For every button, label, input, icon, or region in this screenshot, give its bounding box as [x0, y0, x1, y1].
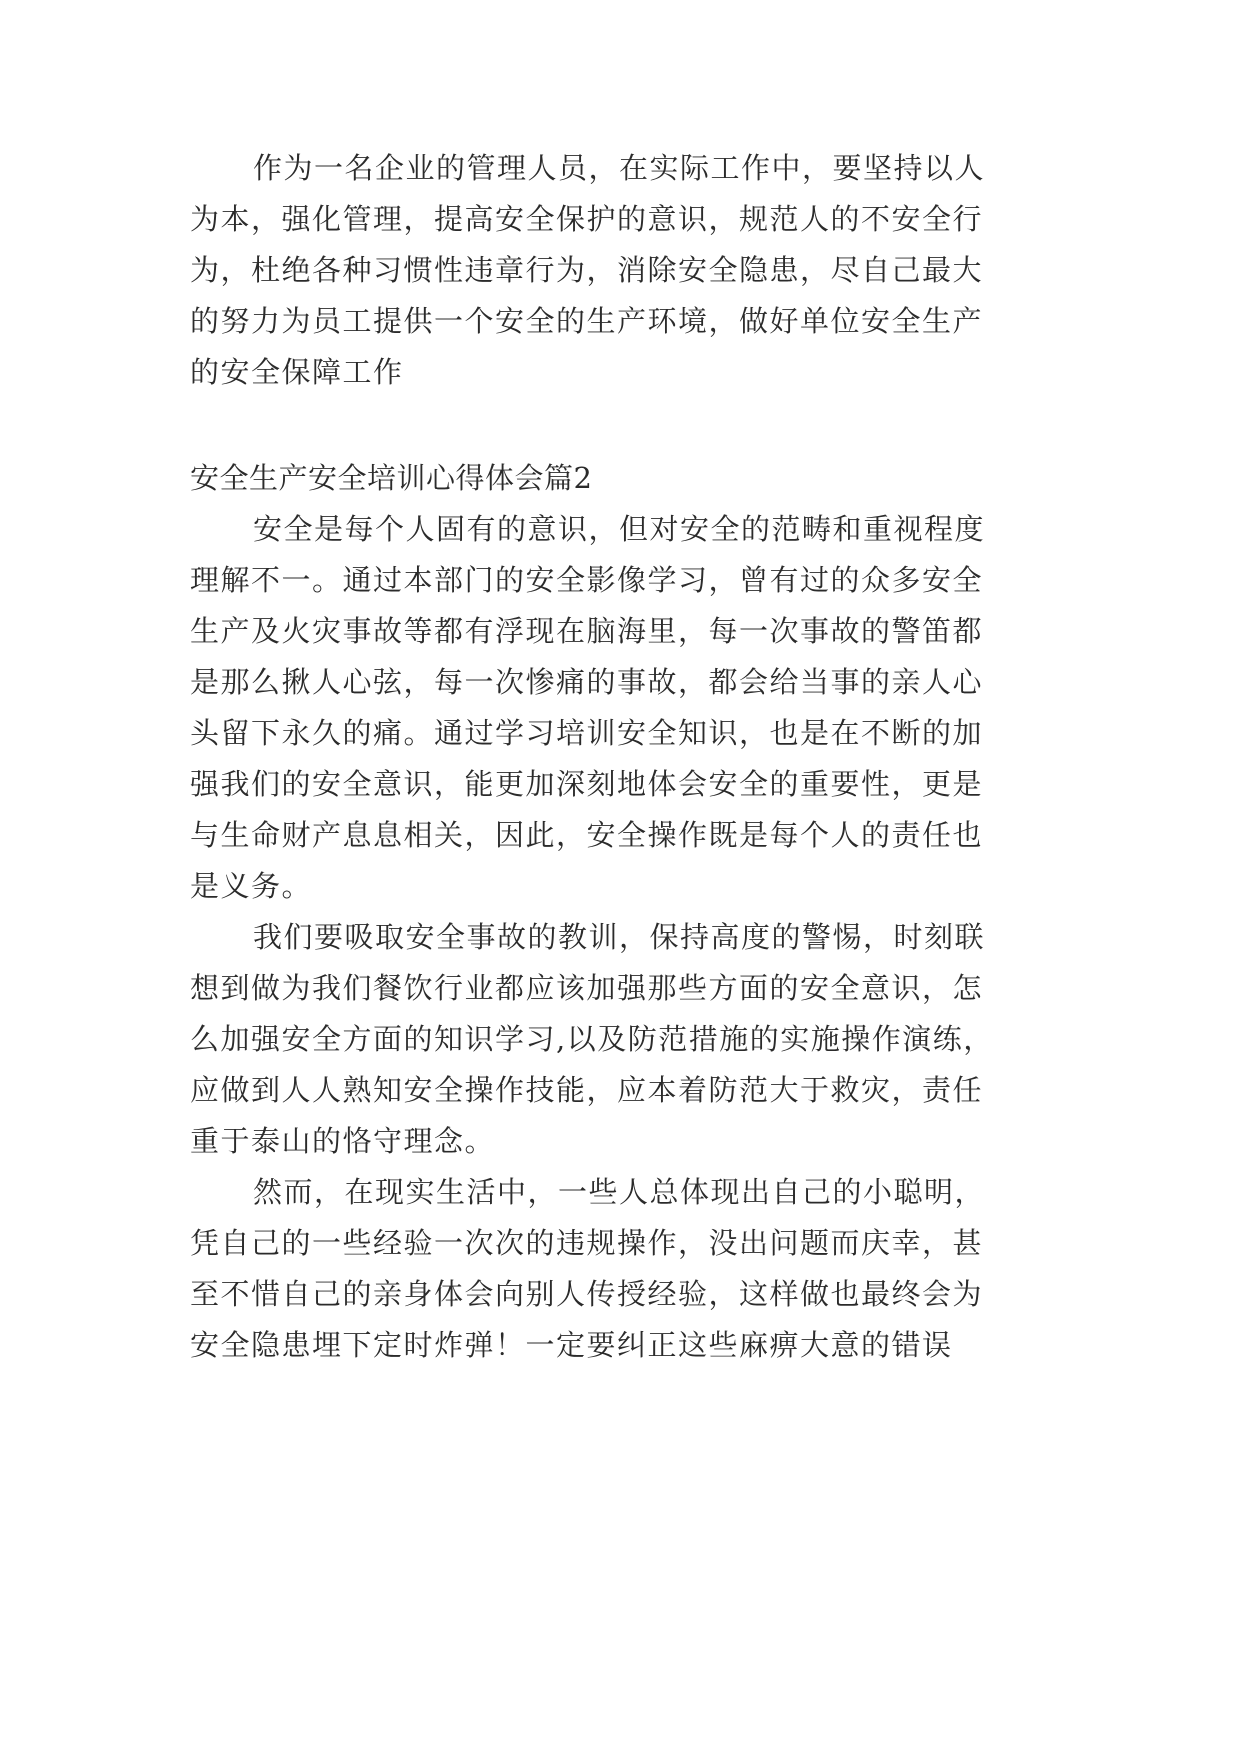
- section-heading: 安全生产安全培训心得体会篇2: [190, 461, 593, 495]
- paragraph-line: 应做到人人熟知安全操作技能，应本着防范大于救灾，责任: [190, 1073, 984, 1107]
- paragraph-line: 的努力为员工提供一个安全的生产环境，做好单位安全生产: [190, 304, 984, 338]
- paragraph-line: 然而，在现实生活中，一些人总体现出自己的小聪明，: [253, 1175, 986, 1209]
- paragraph-line: 是义务。: [190, 869, 313, 903]
- paragraph-line: 为，杜绝各种习惯性违章行为，消除安全隐患，尽自己最大: [190, 253, 984, 287]
- paragraph-line: 的安全保障工作: [190, 355, 404, 389]
- paragraph-line: 至不惜自己的亲身体会向别人传授经验，这样做也最终会为: [190, 1277, 984, 1311]
- paragraph-line: 想到做为我们餐饮行业都应该加强那些方面的安全意识，怎: [190, 971, 984, 1005]
- paragraph-line: 么加强安全方面的知识学习,以及防范措施的实施操作演练，: [190, 1022, 994, 1056]
- paragraph-line: 是那么揪人心弦，每一次惨痛的事故，都会给当事的亲人心: [190, 665, 984, 699]
- paragraph-line: 安全是每个人固有的意识，但对安全的范畴和重视程度: [253, 512, 986, 546]
- paragraph-line: 重于泰山的恪守理念。: [190, 1124, 496, 1158]
- paragraph-line: 头留下永久的痛。通过学习培训安全知识，也是在不断的加: [190, 716, 984, 750]
- paragraph-line: 为本，强化管理，提高安全保护的意识，规范人的不安全行: [190, 202, 984, 236]
- paragraph-line: 作为一名企业的管理人员，在实际工作中，要坚持以人: [253, 151, 986, 185]
- paragraph-line: 凭自己的一些经验一次次的违规操作，没出问题而庆幸，甚: [190, 1226, 984, 1260]
- paragraph-line: 我们要吸取安全事故的教训，保持高度的警惕，时刻联: [253, 920, 986, 954]
- paragraph-line: 安全隐患埋下定时炸弹！一定要纠正这些麻痹大意的错误: [190, 1328, 953, 1362]
- paragraph-line: 生产及火灾事故等都有浮现在脑海里，每一次事故的警笛都: [190, 614, 984, 648]
- paragraph-line: 与生命财产息息相关，因此，安全操作既是每个人的责任也: [190, 818, 984, 852]
- paragraph-line: 强我们的安全意识，能更加深刻地体会安全的重要性，更是: [190, 767, 984, 801]
- paragraph-line: 理解不一。通过本部门的安全影像学习，曾有过的众多安全: [190, 563, 984, 597]
